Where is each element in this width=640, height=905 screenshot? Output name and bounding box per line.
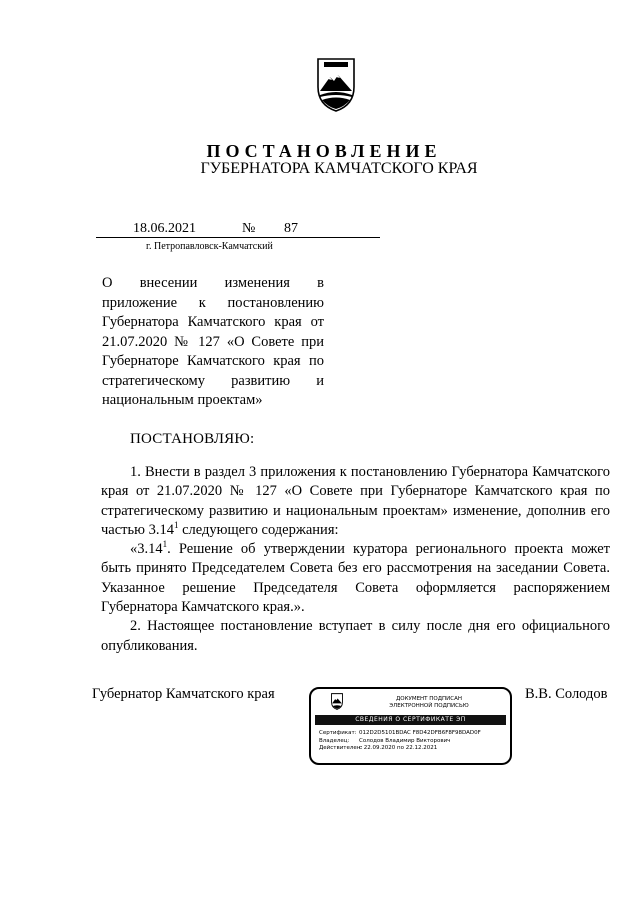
date-number-underline: [96, 237, 380, 238]
paragraph-2: 2. Настоящее постановление вступает в силу после дня его официального опубликования.: [101, 618, 610, 654]
document-subject: О внесении изменения в приложение к постановлению Губернатора Камчатского края от 21.07.2020 № 127 «О Совете при Губернаторе Камчатского края по стратегическому развитию и национальным проектам»: [102, 275, 324, 408]
paragraph-1: 1. Внести в раздел 3 приложения к постановлению Губернатора Камчатского края от 21.07.2020 № 127 «О Совете при Губернаторе Камчатского края по стратегическому развитию и национальным проектам» изменение, дополнив его частью 3.14$^1$ следующего содержания:: [101, 464, 610, 538]
signer-name: В.В. Солодов: [525, 686, 608, 702]
stamp-heading: ДОКУМЕНТ ПОДПИСАН ЭЛЕКТРОННОЙ ПОДПИСЬЮ: [389, 696, 469, 709]
stamp-cert-bar: СВЕДЕНИЯ О СЕРТИФИКАТЕ ЭП: [315, 715, 506, 725]
stamp-emblem-icon: [330, 693, 344, 710]
decree-word: ПОСТАНОВЛЯЮ:: [130, 431, 255, 447]
signer-position: Губернатор Камчатского края: [92, 686, 275, 702]
document-body: [101, 463, 610, 656]
document-number: 87: [284, 221, 298, 236]
stamp-details: Сертификат: 012D2D5101BDAC F8D42DFB6F8F98DAD0F Владелец: Солодов Владимир Викторович Действителен: с 22.09.2020 по 22.12.2021: [319, 730, 481, 751]
coat-of-arms-emblem: [316, 57, 356, 113]
electronic-signature-stamp: [309, 687, 512, 765]
number-label: №: [242, 221, 256, 236]
document-city: г. Петропавловск-Камчатский: [146, 241, 273, 252]
document-subtitle: ГУБЕРНАТОРА КАМЧАТСКОГО КРАЯ: [200, 160, 478, 177]
document-date: 18.06.2021: [133, 221, 196, 236]
paragraph-quote: «3.14$^1$. Решение об утверждении куратора регионального проекта может быть принято Председателем Совета без его рассмотрения на заседании Совета. Указанное решение Председателя Совета оформляется распоряжением Губернатора Камчатского края.».: [101, 539, 610, 616]
document-title: ПОСТАНОВЛЕНИЕ: [206, 141, 442, 161]
